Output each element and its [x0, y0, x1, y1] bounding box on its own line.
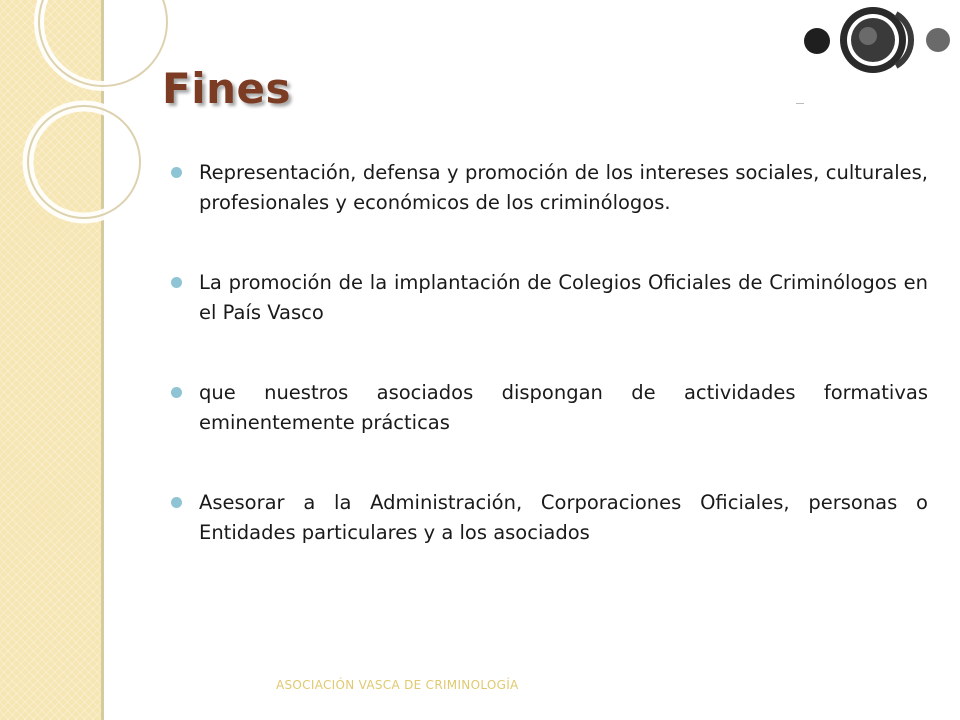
bullet-text: Asesorar a la Administración, Corporaciones Oficiales, personas o Entidades particulares y a los asociados: [199, 491, 928, 544]
footer-text: ASOCIACIÓN VASCA DE CRIMINOLOGÍA: [276, 678, 519, 692]
bullet-list: [168, 158, 928, 598]
bullet-icon: [171, 277, 182, 288]
bullet-text: Representación, defensa y promoción de los intereses sociales, culturales, profesionales y económicos de los criminólogos.: [199, 161, 928, 214]
list-item: [168, 268, 928, 328]
bullet-icon: [171, 387, 182, 398]
bullet-text: que nuestros asociados dispongan de actividades formativas eminentemente prácticas: [199, 381, 928, 434]
bullet-text: La promoción de la implantación de Colegios Oficiales de Criminólogos en el País Vasco: [199, 271, 928, 324]
association-logo-icon: [796, 0, 956, 110]
list-item: [168, 488, 928, 548]
bullet-icon: [171, 167, 182, 178]
slide-title: Fines: [162, 64, 291, 113]
list-item: [168, 378, 928, 438]
bullet-icon: [171, 497, 182, 508]
list-item: [168, 158, 928, 218]
